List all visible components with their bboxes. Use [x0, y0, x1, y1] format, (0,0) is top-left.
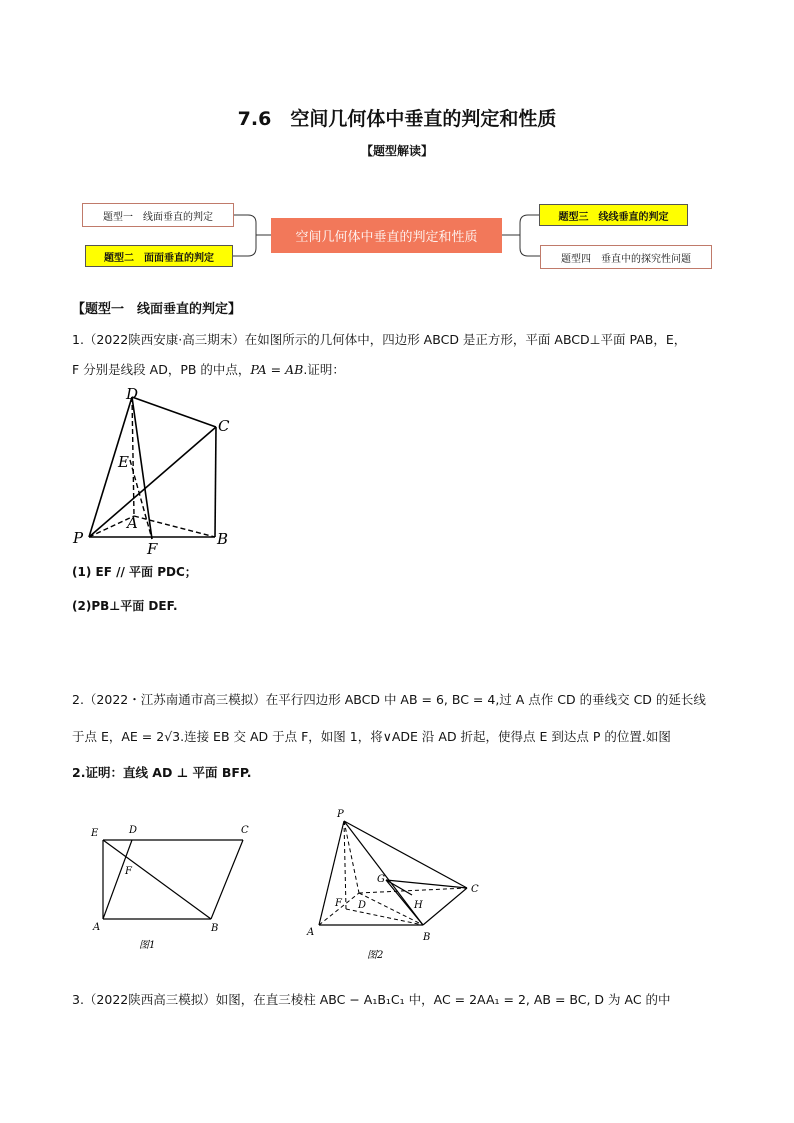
q1-label-B: B: [217, 530, 229, 548]
q3-line1: 3.（2022陕西高三模拟）如图，在直三棱柱 ABC − A₁B₁C₁ 中，AC = 2AA₁ = 2, AB = BC, D 为 AC 的中: [72, 992, 671, 1007]
q1-subquestion-1: (1) EF // 平面 PDC；: [72, 565, 197, 579]
q2-fig1-label-B: B: [211, 923, 219, 934]
q2-fig1-caption: 图1: [139, 940, 156, 951]
q2-line1: 2.（2022・江苏南通市高三模拟）在平行四边形 ABCD 中 AB = 6, BC = 4,过 A 点作 CD 的垂线交 CD 的延长线: [72, 692, 706, 707]
page-subtitle: 【题型解读】: [360, 144, 433, 158]
q1-label-F: F: [147, 540, 158, 557]
q2-fig2-caption: 图2: [367, 950, 384, 961]
q2-fig2-label-F: F: [335, 898, 342, 909]
q1-subquestion-2: (2)PB⊥平面 DEF.: [72, 599, 178, 613]
q1-label-A: A: [127, 514, 138, 532]
q2-figure-2: [300, 798, 490, 963]
section-heading: 【题型一 线面垂直的判定】: [72, 302, 242, 317]
q2-fig1-label-E: E: [91, 828, 99, 839]
q2-fig2-label-P: P: [337, 809, 344, 820]
mindmap-node-type2: 题型二 面面垂直的判定: [85, 245, 233, 267]
q2-fig1-label-D: D: [129, 825, 138, 836]
q2-fig2-label-B: B: [423, 932, 431, 943]
mindmap-connectors: [0, 0, 794, 300]
q2-fig1-label-C: C: [241, 825, 249, 836]
q2-fig2-label-A: A: [307, 927, 315, 938]
q1-label-P: P: [73, 529, 84, 547]
q2-fig2-label-D: D: [358, 900, 367, 911]
q2-fig2-label-C: C: [471, 884, 479, 895]
q2-fig1-label-F: F: [125, 866, 132, 877]
q2-figure-1: [85, 820, 265, 960]
q1-equation: PA = AB: [250, 362, 304, 377]
q2-line3: 2.证明：直线 AD ⊥ 平面 BFP.: [72, 765, 252, 780]
q1-line1: 1.（2022陕西安康·高三期末）在如图所示的几何体中，四边形 ABCD 是正方形，平面 ABCD⊥平面 PAB，E，: [72, 332, 687, 347]
mindmap-node-type4: 题型四 垂直中的探究性问题: [540, 245, 712, 269]
q1-label-C: C: [218, 417, 230, 435]
q1-line2-end: .证明：: [303, 362, 345, 377]
page-title: 7.6 空间几何体中垂直的判定和性质: [237, 108, 557, 130]
mindmap-center-node: 空间几何体中垂直的判定和性质: [271, 218, 502, 253]
mindmap-node-type1: 题型一 线面垂直的判定: [82, 203, 234, 227]
q2-fig2-label-H: H: [414, 900, 423, 911]
q2-fig1-label-A: A: [93, 922, 101, 933]
q1-figure: [70, 385, 240, 557]
q1-label-D: D: [126, 385, 139, 403]
q1-label-E: E: [118, 453, 129, 471]
q1-line2-text: F 分别是线段 AD，PB 的中点，: [72, 362, 251, 377]
mindmap-node-type3: 题型三 线线垂直的判定: [539, 204, 688, 226]
q2-fig2-label-G: G: [377, 874, 385, 885]
q2-line2: 于点 E，AE = 2√3.连接 EB 交 AD 于点 F，如图 1，将∨ADE 沿 AD 折起，使得点 E 到达点 P 的位置.如图: [72, 729, 671, 744]
q1-line2: [72, 360, 345, 380]
